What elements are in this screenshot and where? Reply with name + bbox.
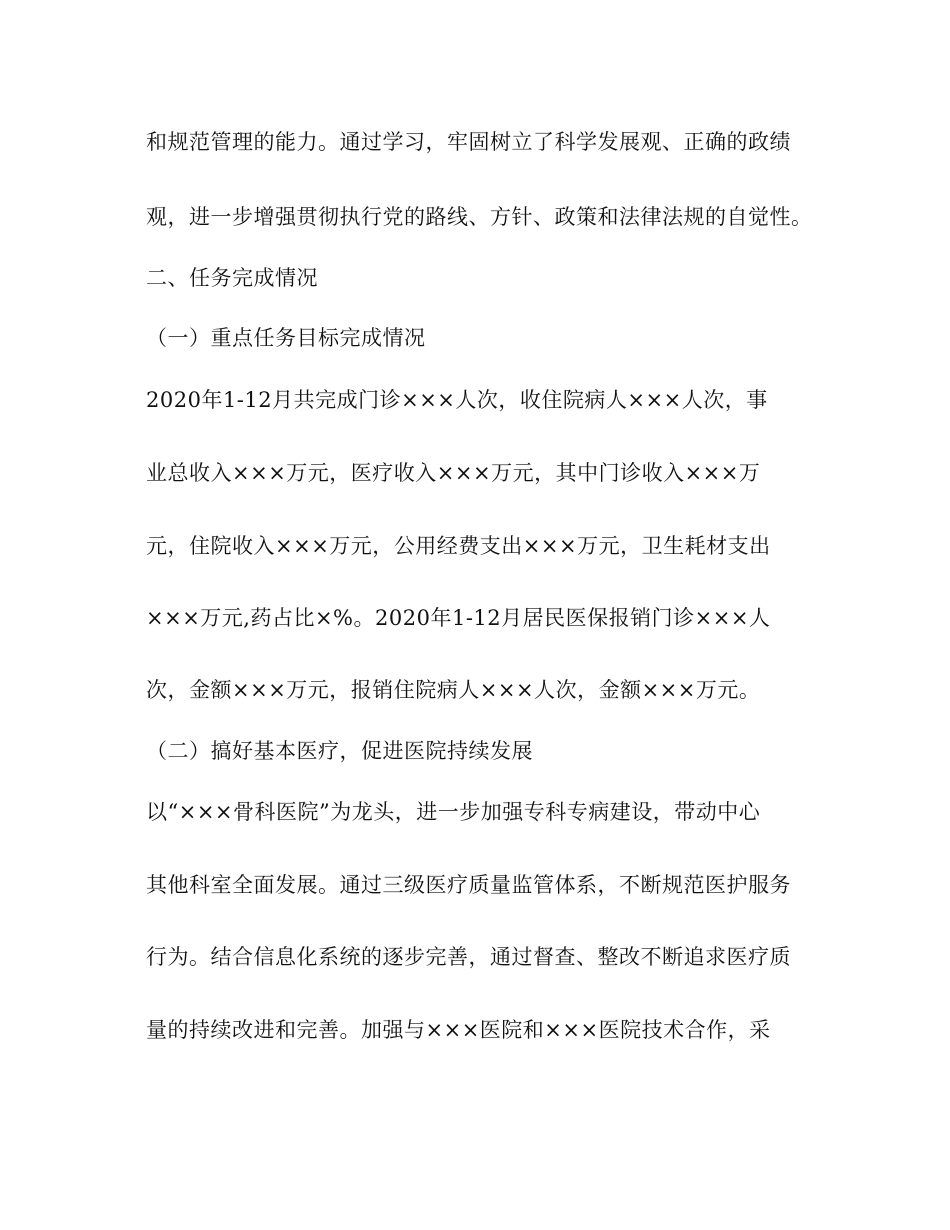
paragraph-line: 2020年1-12月共完成门诊×××人次，收住院病人×××人次，事 [146, 388, 768, 412]
subsection-heading: （二）搞好基本医疗，促进医院持续发展 [146, 739, 533, 763]
paragraph-line: 其他科室全面发展。通过三级医疗质量监管体系，不断规范医护服务 [146, 873, 791, 897]
subsection-heading: （一）重点任务目标完成情况 [146, 326, 426, 350]
section-heading: 二、任务完成情况 [146, 266, 318, 290]
paragraph-line: 业总收入×××万元，医疗收入×××万元，其中门诊收入×××万 [146, 461, 761, 485]
paragraph-line: 观，进一步增强贯彻执行党的路线、方针、政策和法律法规的自觉性。 [146, 205, 813, 229]
paragraph-line: 和规范管理的能力。通过学习，牢固树立了科学发展观、正确的政绩 [146, 130, 791, 154]
paragraph-line: 元，住院收入×××万元，公用经费支出×××万元，卫生耗材支出 [146, 534, 771, 558]
paragraph-line: 次，金额×××万元，报销住院病人×××人次，金额×××万元。 [146, 678, 761, 702]
paragraph-line: 以“×××骨科医院”为龙头，进一步加强专科专病建设，带动中心 [146, 800, 761, 824]
paragraph-line: 行为。结合信息化系统的逐步完善，通过督查、整改不断追求医疗质 [146, 945, 791, 969]
paragraph-line: 量的持续改进和完善。加强与×××医院和×××医院技术合作，采 [146, 1018, 771, 1042]
paragraph-line: ×××万元,药占比×%。2020年1-12月居民医保报销门诊×××人 [146, 606, 771, 630]
